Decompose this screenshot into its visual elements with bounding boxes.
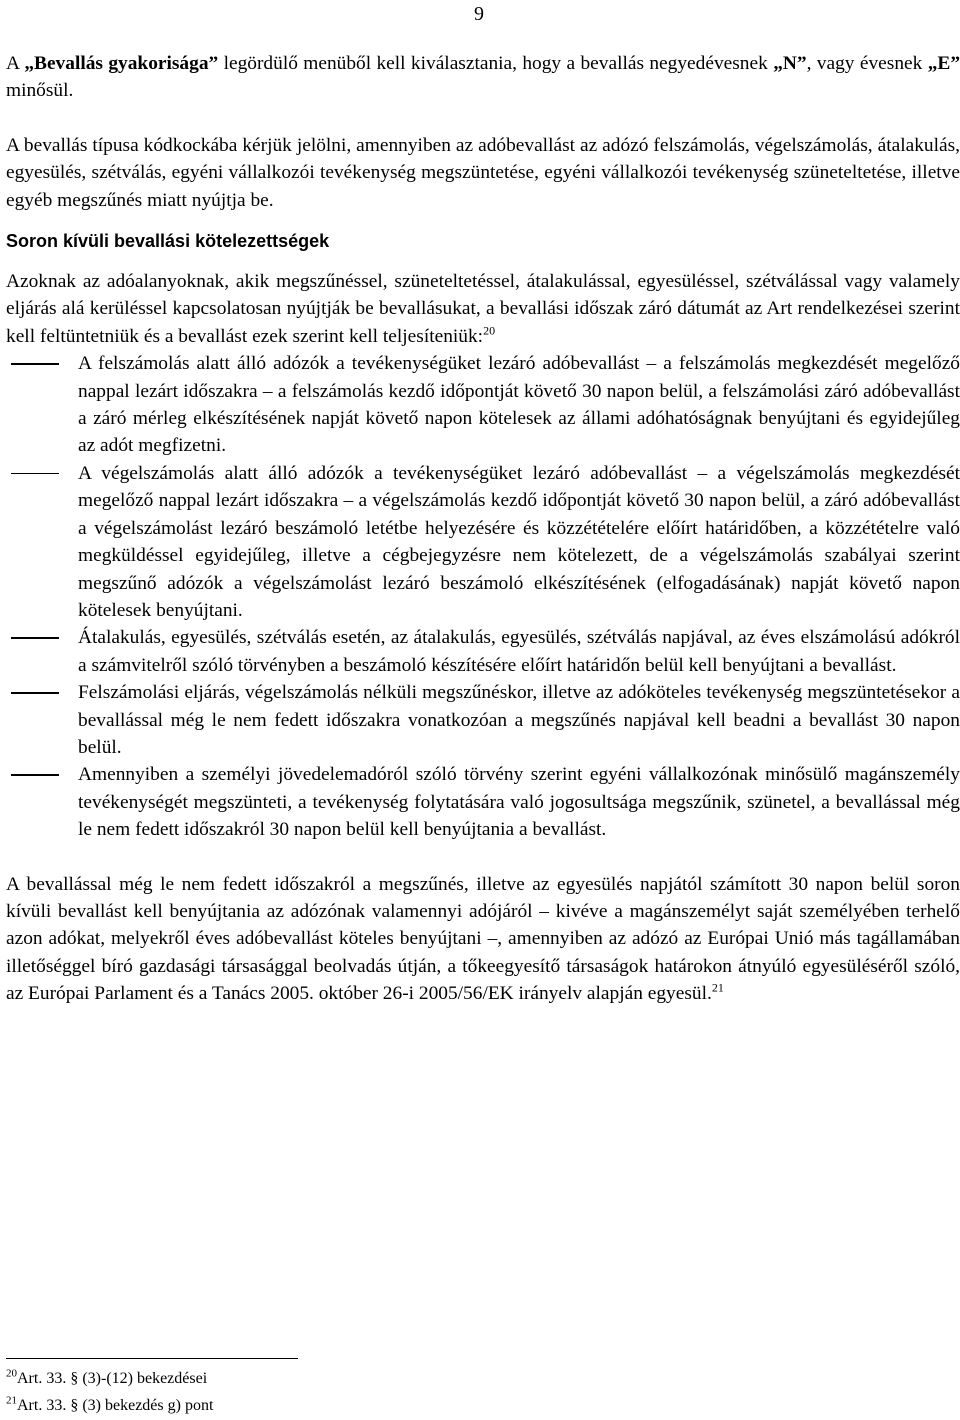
section-heading: Soron kívüli bevallási kötelezettségek [6, 231, 330, 252]
dash-bullet [11, 473, 59, 475]
footnote-item: $^{20}$Art. 33. § (3)-(12) bekezdései [6, 1368, 208, 1388]
dash-bullet [11, 774, 59, 776]
bold-term-frequency: „Bevallás gyakorisága” [24, 53, 219, 74]
list-item: A végelszámolás alatt álló adózók a tevékenységüket lezáró adóbevallást – a végelszámolás megkezdését megelőző nappal lezárt időszakra – a végelszámolás kezdő időpontját követő 30 napon belül, a záró adóbevallást a végelszámolást lezáró beszámoló letétbe helyezésére és közzétételére előírt határidőben, a közzétételre való megküldéssel egyidejűleg, illetve a cégbejegyzésre nem kötelezett, de a végelszámolás szabályai szerint megszűnő adózók a végelszámolást lezáró beszámoló elkészítésének (elfogadásának) napját követő napon kötelesek benyújtani. [6, 460, 960, 624]
footnotes [6, 1358, 960, 1419]
dash-bullet [11, 637, 59, 639]
paragraph-extraordinary-intro: Azoknak az adóalanyoknak, akik megszűnéssel, szüneteltetéssel, átalakulással, egyesüléssel, szétválással vagy valamely eljárás alá kerüléssel kapcsolatosan nyújtják be bevallásukat, a bevallási időszak záró dátumát az Art rendelkezései szerint kell feltüntetniük és a bevallást ezek szerint kell teljesíteniük:$^{20}$ [6, 271, 960, 347]
page-number: 9 [474, 3, 484, 25]
footnote-divider [6, 1358, 298, 1359]
footnote-item: $^{21}$Art. 33. § (3) bekezdés g) pont [6, 1395, 214, 1415]
paragraph-eu-merger: A bevallással még le nem fedett időszakról a megszűnés, illetve az egyesülés napjától számított 30 napon belül soron kívüli bevallást kell benyújtania az adózónak valamennyi adójáról – kivéve a magánszemélyt saját személyében terhelő azon adókat, melyekről éves adóbevallást köteles benyújtani –, amennyiben az adózó az Európai Unió más tagállamában illetőséggel bíró gazdasági társasággal beolvadás útján, a tőkeegyesítő társaságok határokon átnyúló egyesüléséről szóló, az Európai Parlament és a Tanács 2005. október 26-i 2005/56/EK irányelv alapján egyesül.$^{21}$ [6, 873, 960, 1005]
paragraph-frequency: A „Bevallás gyakorisága” legördülő menüből kell kiválasztania, hogy a bevallás negyedévesnek „N”, vagy évesnek „E” minősül. [6, 53, 960, 102]
page-body [6, 50, 960, 1008]
bold-term-e: „E” [927, 53, 960, 74]
list-item: Átalakulás, egyesülés, szétválás esetén, az átalakulás, egyesülés, szétválás napjával, az éves elszámolású adókról a számvitelről szóló törvényben a beszámoló készítésére előírt határidőn belül kell benyújtani a bevallást. [6, 624, 960, 679]
dash-list [6, 350, 960, 843]
list-item: Amennyiben a személyi jövedelemadóról szóló törvény szerint egyéni vállalkozónak minősülő magánszemély tevékenységét megszünteti, a tevékenység folytatására való jogosultsága megszűnik, szünetel, a bevallással még le nem fedett időszakról 30 napon belül kell benyújtania a bevallást. [6, 761, 960, 843]
dash-bullet [11, 363, 59, 365]
footnote-ref: 20 [483, 323, 496, 338]
list-item: A felszámolás alatt álló adózók a tevékenységüket lezáró adóbevallást – a felszámolás megkezdését megelőző nappal lezárt időszakra – a felszámolás kezdő időpontját követő 30 napon belül, a felszámolási záró adóbevallást a záró mérleg elkészítésének napját követő napon kötelesek az állami adóhatóságnak benyújtani és egyidejűleg az adót megfizetni. [6, 350, 960, 460]
dash-bullet [11, 692, 59, 694]
paragraph-return-type: A bevallás típusa kódkockába kérjük jelölni, amennyiben az adóbevallást az adózó felszámolás, végelszámolás, átalakulás, egyesülés, szétválás, egyéni vállalkozói tevékenység megszüntetése, egyéni vállalkozói tevékenység szüneteltetése, illetve egyéb megszűnés miatt nyújtja be. [6, 134, 960, 211]
bold-term-n: „N” [773, 53, 807, 74]
footnote-ref: 21 [711, 980, 724, 995]
list-item: Felszámolási eljárás, végelszámolás nélküli megszűnéskor, illetve az adóköteles tevékenység megszüntetésekor a bevallással még le nem fedett időszakra vonatkozóan a megszűnés napjával kell beadni a bevallást 30 napon belül. [6, 679, 960, 761]
